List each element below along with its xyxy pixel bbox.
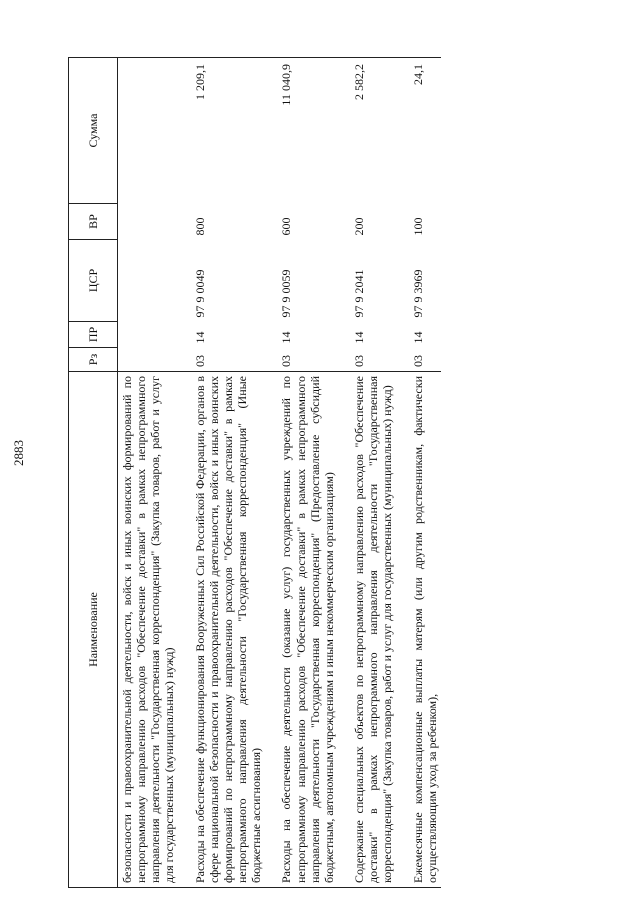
row-pr [118, 322, 191, 348]
row-sum: 2 582,2 [350, 58, 408, 204]
row-csr: 97 9 2041 [352, 269, 367, 318]
row-pr: 14 [352, 331, 367, 344]
row-csr [118, 240, 191, 322]
row-name: безопасности и правоохранительной деятельности, войск и иных воинских формирований по непрограммному направлению расходов "Обеспечение доставки" в рамках непрограммного направления деятельности "Государственная корреспонденция" (Закупка товаров, работ и услуг для государственных (муниципальных) нужд) [118, 372, 191, 888]
table-row [409, 58, 441, 888]
table-row [118, 58, 191, 888]
row-csr: 97 9 0059 [279, 269, 294, 318]
row-name: Расходы на обеспечение деятельности (оказание услуг) государственных учреждений по непрограммному направлению расходов "Обеспечение доставки" в рамках непрограммного направления деятельности "Государственная корреспонденция" (Предоставление субсидий бюджетным, автономным учреждениям и иным некоммерческим организациям) [277, 372, 350, 888]
row-vr [118, 204, 191, 240]
row-vr: 800 [192, 217, 207, 236]
row-sum: 24,1 [409, 58, 441, 204]
row-csr: 97 9 0049 [192, 269, 207, 318]
row-vr: 600 [279, 217, 294, 236]
row-rz: 03 [279, 355, 294, 367]
row-vr: 100 [410, 217, 425, 236]
page-number [6, 440, 32, 466]
row-rz [118, 348, 191, 372]
table-header-row [69, 58, 118, 888]
budget-table-container [68, 58, 623, 888]
budget-table [68, 57, 441, 888]
row-csr: 97 9 3969 [410, 269, 425, 318]
header-sum: Сумма [69, 58, 118, 204]
row-rz: 03 [192, 355, 207, 367]
row-rz: 03 [410, 355, 425, 367]
row-pr: 14 [192, 331, 207, 344]
header-vr: ВР [69, 204, 118, 240]
row-vr: 200 [352, 217, 367, 236]
row-sum [118, 58, 191, 204]
table-row [350, 58, 408, 888]
row-pr: 14 [279, 331, 294, 344]
header-csr: ЦСР [69, 240, 118, 322]
row-sum: 1 209,1 [191, 58, 278, 204]
row-pr: 14 [410, 331, 425, 344]
header-name: Наименование [69, 372, 118, 888]
row-name: Содержание специальных объектов по непрограммному направлению расходов "Обеспечение доставки" в рамках непрограммного направления деятельности "Государственная корреспонденция" (Закупка товаров, работ и услуг для государственных (муниципальных) нужд) [350, 372, 408, 888]
row-sum: 11 040,9 [277, 58, 350, 204]
page-number-text: 2883 [11, 440, 26, 466]
header-pr: ПР [69, 322, 118, 348]
header-rz: Рз [69, 348, 118, 372]
row-name: Ежемесячные компенсационные выплаты матерям (или другим родственникам, фактически осуществляющим уход за ребенком), [409, 372, 441, 888]
row-name: Расходы на обеспечение функционирования Вооруженных Сил Российской Федерации, органов в сфере национальной безопасности и правоохранительной деятельности, войск и иных воинских формирований по непрограммному направлению расходов "Обеспечение доставки" в рамках непрограммного направления деятельности "Государственная корреспонденция" (Иные бюджетные ассигнования) [191, 372, 278, 888]
row-rz: 03 [352, 355, 367, 367]
table-row [277, 58, 350, 888]
table-row [191, 58, 278, 888]
